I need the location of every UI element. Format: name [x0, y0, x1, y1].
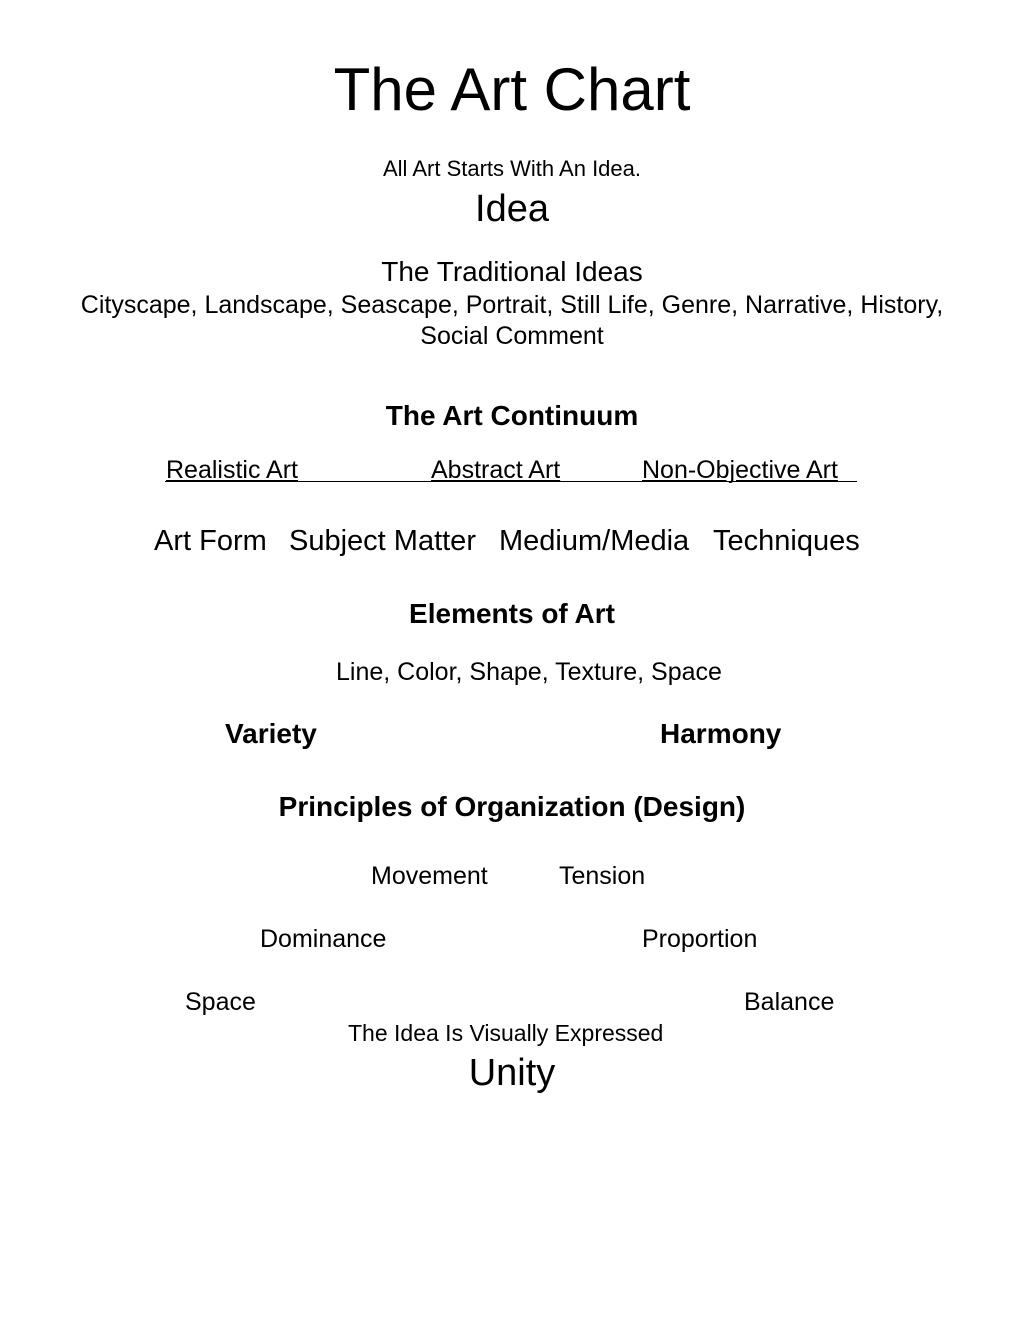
- principle-balance: Balance: [744, 988, 835, 1016]
- elements-of-art-heading: Elements of Art: [409, 598, 615, 629]
- principle-space: Space: [185, 988, 256, 1016]
- principles-heading: Principles of Organization (Design): [278, 791, 746, 822]
- continuum-label-abstract: Abstract Art: [431, 456, 561, 484]
- variety-label: Variety: [225, 718, 317, 749]
- intro-text: All Art Starts With An Idea.: [383, 156, 641, 181]
- traditional-ideas-list-line2: Social Comment: [420, 322, 604, 350]
- continuum-label-non-objective: Non-Objective Art: [642, 456, 838, 484]
- aspect-techniques: Techniques: [713, 525, 860, 557]
- principle-proportion: Proportion: [642, 925, 758, 953]
- principle-movement: Movement: [371, 862, 488, 890]
- continuum-label-realistic: Realistic Art: [166, 456, 298, 484]
- unity-label: Unity: [468, 1052, 556, 1094]
- art-continuum-heading: The Art Continuum: [385, 400, 639, 431]
- idea-label: Idea: [475, 188, 549, 230]
- harmony-label: Harmony: [660, 718, 782, 749]
- aspect-subject-matter: Subject Matter: [289, 525, 476, 557]
- aspect-art-form: Art Form: [154, 525, 267, 557]
- traditional-ideas-list-line1: Cityscape, Landscape, Seascape, Portrait, Still Life, Genre, Narrative, History,: [80, 291, 944, 319]
- elements-of-art-list: Line, Color, Shape, Texture, Space: [336, 658, 722, 686]
- idea-visually-expressed-text: The Idea Is Visually Expressed: [348, 1020, 664, 1046]
- aspect-medium-media: Medium/Media: [499, 525, 690, 557]
- traditional-ideas-heading: The Traditional Ideas: [381, 256, 643, 287]
- principle-tension: Tension: [559, 862, 646, 890]
- principle-dominance: Dominance: [260, 925, 387, 953]
- page-title: The Art Chart: [333, 56, 691, 123]
